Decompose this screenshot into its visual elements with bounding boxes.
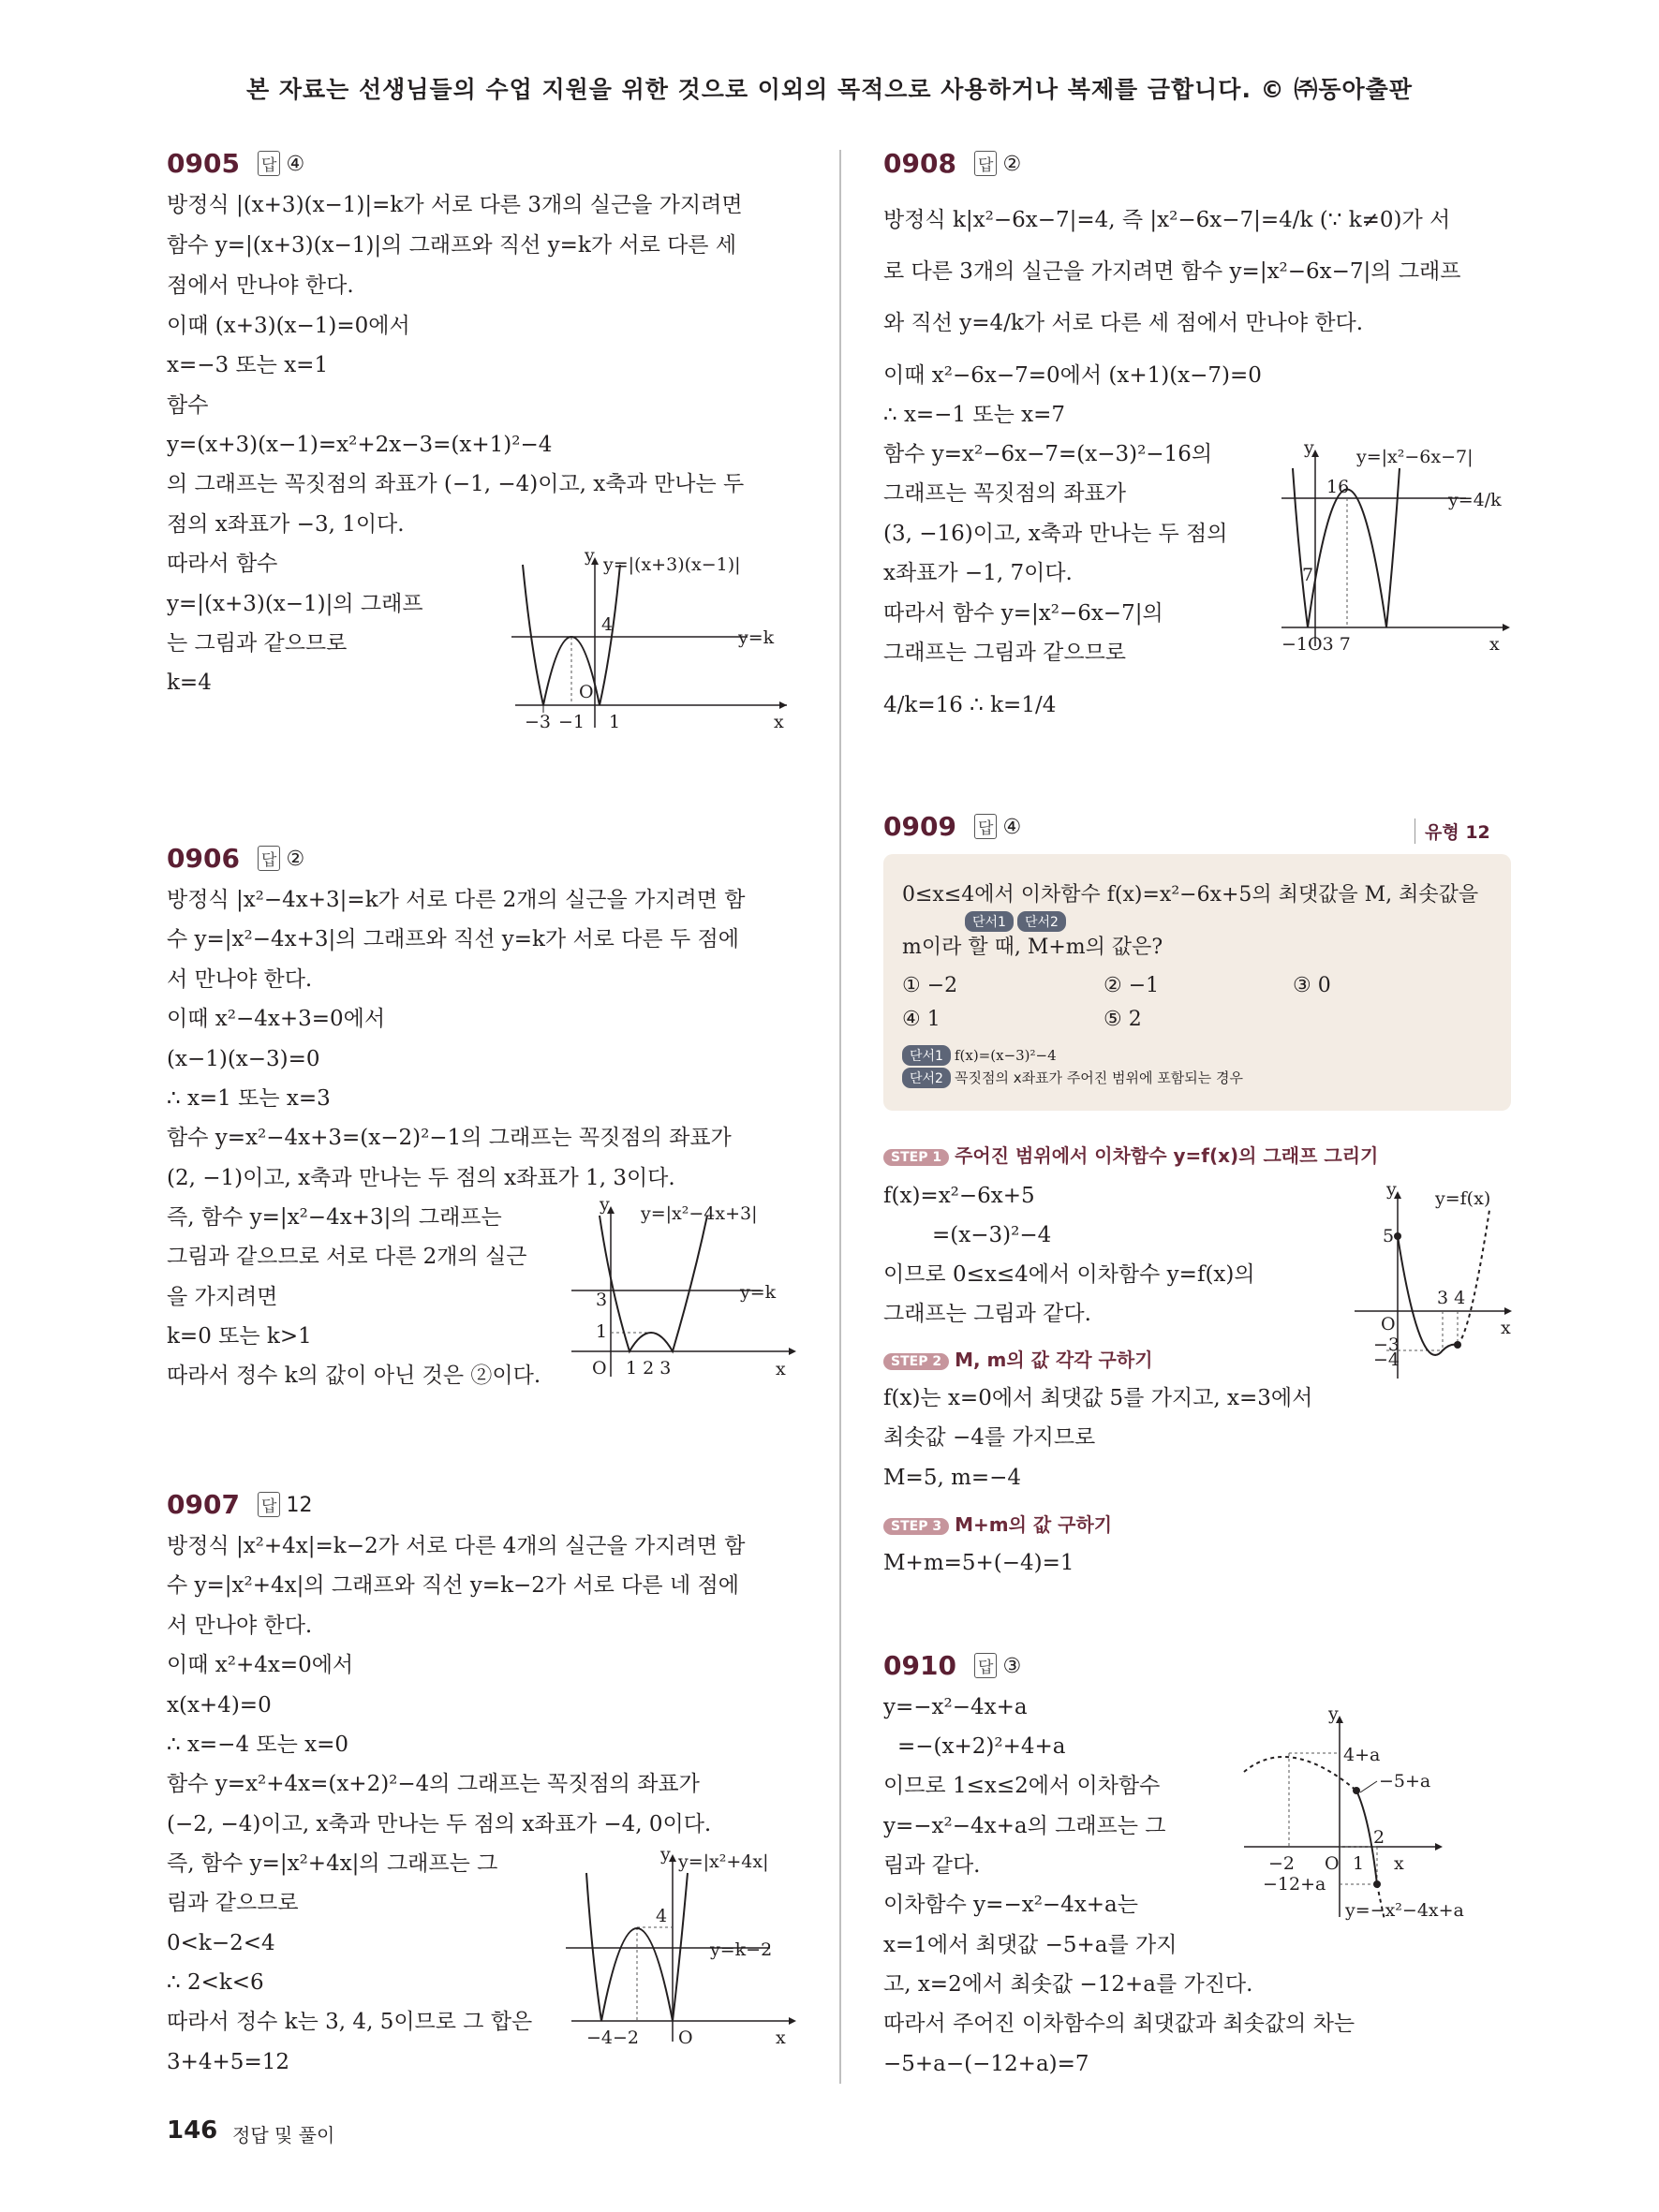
y-axis-label: y [1386,1182,1397,1200]
step-badge: STEP 1 [883,1149,949,1166]
problem-number: 0910 [883,1650,956,1681]
problem-number: 0905 [167,148,240,179]
solution-line: 따라서 함수 [167,552,278,576]
tick-label: 4 [601,614,614,635]
step-title: M+m의 값 구하기 [955,1513,1113,1536]
solution-line: x=−3 또는 x=1 [167,353,329,377]
solution-line: 이때 x²−6x−7=0에서 (x+1)(x−7)=0 [883,363,1262,388]
solution-line: k=4 [167,671,212,695]
solution-line: 림과 같다. [883,1853,981,1878]
solution-line: y=|(x+3)(x−1)|의 그래프 [167,592,423,616]
solution-line: y=−x²−4x+a [883,1695,1028,1719]
step-3-heading [883,1510,1112,1537]
solution-line: 을 가지려면 [167,1285,278,1309]
answer [974,814,1021,839]
answer-value: ④ [286,153,305,176]
tick-label: −12+a [1263,1874,1326,1895]
solution-line: x좌표가 −1, 7이다. [883,561,1073,585]
origin-label: O [579,682,594,702]
y-axis-label: y [660,1845,671,1865]
curve-label: y=f(x) [1435,1188,1491,1209]
answer-box: 답 [258,846,280,871]
solution-line: (−2, −4)이고, x축과 만나는 두 점의 x좌표가 −4, 0이다. [167,1812,712,1836]
tick-label: 2 [1373,1827,1385,1848]
page-number: 146 [167,2116,218,2145]
answer [974,1653,1021,1678]
clue-chip: 단서1 [965,911,1014,932]
choice: ② −1 [1104,974,1160,997]
tick-labels: 3 4 [1437,1288,1466,1308]
tick-label: 16 [1326,477,1350,497]
x-axis-label: x [1489,634,1500,655]
tick-label: −5+a [1379,1771,1431,1792]
clue-chip: 단서1 [902,1045,951,1066]
graph-0906 [562,1197,806,1384]
solution-line: 즉, 함수 y=|x²+4x|의 그래프는 그 [167,1851,498,1876]
step-title: 주어진 범위에서 이차함수 y=f(x)의 그래프 그리기 [955,1144,1379,1167]
x-axis-label: x [1394,1853,1404,1874]
solution-line: 함수 y=x²−4x+3=(x−2)²−1의 그래프는 꼭짓점의 좌표가 [167,1126,732,1150]
step-badge: STEP 2 [883,1353,949,1370]
solution-line: 따라서 주어진 이차함수의 최댓값과 최솟값의 차는 [883,2012,1355,2036]
solution-line: −5+a−(−12+a)=7 [883,2052,1089,2076]
clue-chip: 단서2 [1017,911,1066,932]
tick-label: 3 [596,1290,608,1310]
solution-line: 는 그림과 같으므로 [167,631,348,656]
hint-text: f(x)=(x−3)²−4 [954,1047,1057,1064]
solution-line: 함수 y=x²−6x−7=(x−3)²−16의 [883,442,1213,466]
choice: ④ 1 [902,1008,941,1031]
x-axis-label: x [776,2028,786,2048]
solution-line: 함수 y=|(x+3)(x−1)|의 그래프와 직선 y=k가 서로 다른 세 [167,233,737,258]
solution-line: 이때 x²−4x+3=0에서 [167,1007,386,1031]
solution-line: 이므로 0≤x≤4에서 이차함수 y=f(x)의 [883,1262,1255,1287]
solution-line: (3, −16)이고, x축과 만나는 두 점의 [883,522,1228,546]
solution-line: y=(x+3)(x−1)=x²+2x−3=(x+1)²−4 [167,433,553,457]
graph-0905 [506,548,796,735]
origin-label: O [592,1358,607,1379]
solution-line: 따라서 정수 k는 3, 4, 5이므로 그 합은 [167,2010,533,2034]
tick-labels: −1O3 7 [1281,634,1351,655]
problem-number: 0906 [167,843,240,874]
solution-line: 따라서 정수 k의 값이 아닌 것은 ②이다. [167,1364,541,1388]
solution-line: 함수 y=x²+4x=(x+2)²−4의 그래프는 꼭짓점의 좌표가 [167,1772,700,1796]
x-axis-label: x [1501,1318,1511,1338]
curve-label: y=|x²−4x+3| [641,1203,758,1224]
solution-line: 고, x=2에서 최솟값 −12+a를 가진다. [883,1972,1253,1997]
tick-labels: −4−2 [586,2028,640,2048]
answer-box: 답 [974,1653,997,1678]
solution-line: 4/k=16 ∴ k=1/4 [883,693,1057,717]
answer-box: 답 [258,151,280,176]
step-1-heading [883,1141,1378,1168]
x-axis-label: x [774,712,784,732]
tick-label: 1 [596,1321,608,1342]
origin-label: O [1381,1314,1396,1335]
question-line: 0≤x≤4에서 이차함수 f(x)=x²−6x+5의 최댓값을 M, 최솟값을 [902,883,1479,907]
solution-line: ∴ x=−1 또는 x=7 [883,403,1066,427]
hint-line [902,1068,1243,1088]
curve-label: y=|x²−6x−7| [1356,447,1474,467]
choice: ① −2 [902,974,958,997]
solution-line: ∴ 2<k<6 [167,1970,264,1995]
problem-0908-header [883,148,1021,179]
solution-line: 수 y=|x²+4x|의 그래프와 직선 y=k−2가 서로 다른 네 점에 [167,1573,739,1598]
graph-0909 [1349,1182,1518,1397]
line-label: y=k−2 [710,1939,773,1960]
solution-line: 이때 x²+4x=0에서 [167,1653,354,1677]
problem-number: 0909 [883,811,956,842]
answer [258,151,304,176]
copyright-notice: 본 자료는 선생님들의 수업 지원을 위한 것으로 이외의 목적으로 사용하거나 복제를 금합니다. © ㈜동아출판 [246,76,1413,103]
answer [258,1492,312,1517]
step-2-heading [883,1345,1153,1372]
graph-0908 [1274,440,1518,656]
y-axis-label: y [1304,440,1314,458]
solution-line: 의 그래프는 꼭짓점의 좌표가 (−1, −4)이고, x축과 만나는 두 [167,472,745,496]
solution-line: f(x)는 x=0에서 최댓값 5를 가지고, x=3에서 [883,1386,1313,1410]
answer [974,151,1021,176]
solution-line: ∴ x=−4 또는 x=0 [167,1733,349,1757]
solution-line: 이므로 1≤x≤2에서 이차함수 [883,1774,1161,1798]
line-label: y=k [740,1282,777,1303]
tick-label: 4 [656,1906,668,1926]
origin-label: O [1325,1853,1340,1874]
tick-labels: 1 2 3 [626,1358,672,1379]
answer-value: 12 [286,1494,313,1517]
solution-line: (x−1)(x−3)=0 [167,1047,320,1071]
type-tag: 유형 12 [1415,818,1490,844]
solution-line: 그래프는 꼭짓점의 좌표가 [883,481,1127,506]
solution-line: 그림과 같으므로 서로 다른 2개의 실근 [167,1245,527,1269]
tick-label: −4 [1373,1349,1400,1370]
solution-line: y=−x²−4x+a의 그래프는 그 [883,1814,1166,1838]
solution-line: 방정식 |x²−4x+3|=k가 서로 다른 2개의 실근을 가지려면 함 [167,888,746,912]
problem-number: 0908 [883,148,956,179]
answer-box: 답 [258,1492,280,1517]
curve-label: y=−x²−4x+a [1345,1900,1464,1921]
y-axis-label: y [600,1197,610,1215]
solution-line: 와 직선 y=4/k가 서로 다른 세 점에서 만나야 한다. [883,311,1364,335]
solution-line: =(x−3)²−4 [932,1223,1052,1247]
origin-label: O [678,2028,693,2048]
choice: ⑤ 2 [1104,1008,1142,1031]
clue-chips [965,908,1070,932]
solution-line: 서 만나야 한다. [167,967,313,992]
solution-line: 0<k−2<4 [167,1931,275,1955]
problem-0906-header [167,843,304,874]
solution-line: 점에서 만나야 한다. [167,273,354,298]
clue-chip: 단서2 [902,1068,951,1088]
graph-0907 [562,1845,806,2051]
solution-line: x(x+4)=0 [167,1693,272,1718]
hint-text: 꼭짓점의 x좌표가 주어진 범위에 포함되는 경우 [954,1069,1243,1086]
solution-line: 점의 x좌표가 −3, 1이다. [167,512,405,537]
solution-line: 방정식 |x²+4x|=k−2가 서로 다른 4개의 실근을 가지려면 함 [167,1534,746,1558]
graph-0910 [1237,1706,1518,1922]
tick-label: 7 [1302,565,1314,585]
tick-label: 1 [1353,1853,1365,1874]
solution-line: x=1에서 최댓값 −5+a를 가지 [883,1933,1178,1957]
solution-line: =−(x+2)²+4+a [897,1734,1066,1759]
step-badge: STEP 3 [883,1518,949,1535]
solution-line: M+m=5+(−4)=1 [883,1551,1074,1575]
solution-line: 수 y=|x²−4x+3|의 그래프와 직선 y=k가 서로 다른 두 점에 [167,927,739,951]
solution-line: (2, −1)이고, x축과 만나는 두 점의 x좌표가 1, 3이다. [167,1166,675,1190]
solution-line: 3+4+5=12 [167,2050,289,2074]
tick-label: −3 [525,712,552,732]
answer [258,846,304,871]
solution-line: 서 만나야 한다. [167,1614,313,1638]
line-label: y=4/k [1448,490,1502,510]
tick-label: 5 [1383,1226,1395,1246]
answer-value: ③ [1002,1655,1022,1678]
choice: ③ 0 [1293,974,1331,997]
tick-label: 4+a [1343,1745,1381,1765]
solution-line: 최솟값 −4를 가지므로 [883,1425,1096,1450]
problem-number: 0907 [167,1489,240,1520]
solution-line: 림과 같으므로 [167,1891,299,1915]
solution-line: f(x)=x²−6x+5 [883,1184,1035,1208]
column-divider [839,150,841,2084]
problem-0907-header [167,1489,312,1520]
answer-box: 답 [974,814,997,839]
solution-line: 함수 [167,393,209,418]
solution-line: 이차함수 y=−x²−4x+a는 [883,1893,1138,1917]
answer-box: 답 [974,151,997,176]
answer-value: ② [286,848,305,871]
solution-line: 로 다른 3개의 실근을 가지려면 함수 y=|x²−6x−7|의 그래프 [883,259,1461,284]
hint-line [902,1045,1057,1066]
solution-line: 그래프는 그림과 같으므로 [883,641,1127,665]
solution-line: ∴ x=1 또는 x=3 [167,1086,331,1111]
curve-label: y=|x²+4x| [678,1851,769,1872]
solution-line: 따라서 함수 y=|x²−6x−7|의 [883,601,1163,626]
question-line: m이라 할 때, M+m의 값은? [902,936,1163,959]
solution-line: 그래프는 그림과 같다. [883,1302,1091,1326]
x-axis-label: x [776,1359,786,1379]
solution-line: 방정식 k|x²−6x−7|=4, 즉 |x²−6x−7|=4/k (∵ k≠0)가 서 [883,208,1451,232]
tick-label: −3 [1373,1335,1400,1355]
y-axis-label: y [1328,1706,1339,1724]
y-axis-label: y [585,548,595,566]
curve-label: y=|(x+3)(x−1)| [603,554,741,575]
solution-line: k=0 또는 k>1 [167,1324,312,1349]
solution-line: 이때 (x+3)(x−1)=0에서 [167,314,410,338]
tick-label: −1 [558,712,585,732]
tick-label: 1 [609,712,621,732]
solution-line: M=5, m=−4 [883,1466,1022,1490]
line-label: y=k [738,627,775,648]
solution-line: 즉, 함수 y=|x²−4x+3|의 그래프는 [167,1205,502,1230]
answer-value: ② [1002,153,1022,176]
problem-0909-header [883,811,1021,842]
tick-label: −2 [1268,1853,1296,1874]
problem-0910-header [883,1650,1021,1681]
footer-label: 정답 및 풀이 [232,2124,335,2146]
answer-value: ④ [1002,816,1022,839]
problem-0905-header [167,148,304,179]
step-title: M, m의 값 각각 구하기 [955,1349,1153,1371]
solution-line: 방정식 |(x+3)(x−1)|=k가 서로 다른 3개의 실근을 가지려면 [167,193,743,217]
